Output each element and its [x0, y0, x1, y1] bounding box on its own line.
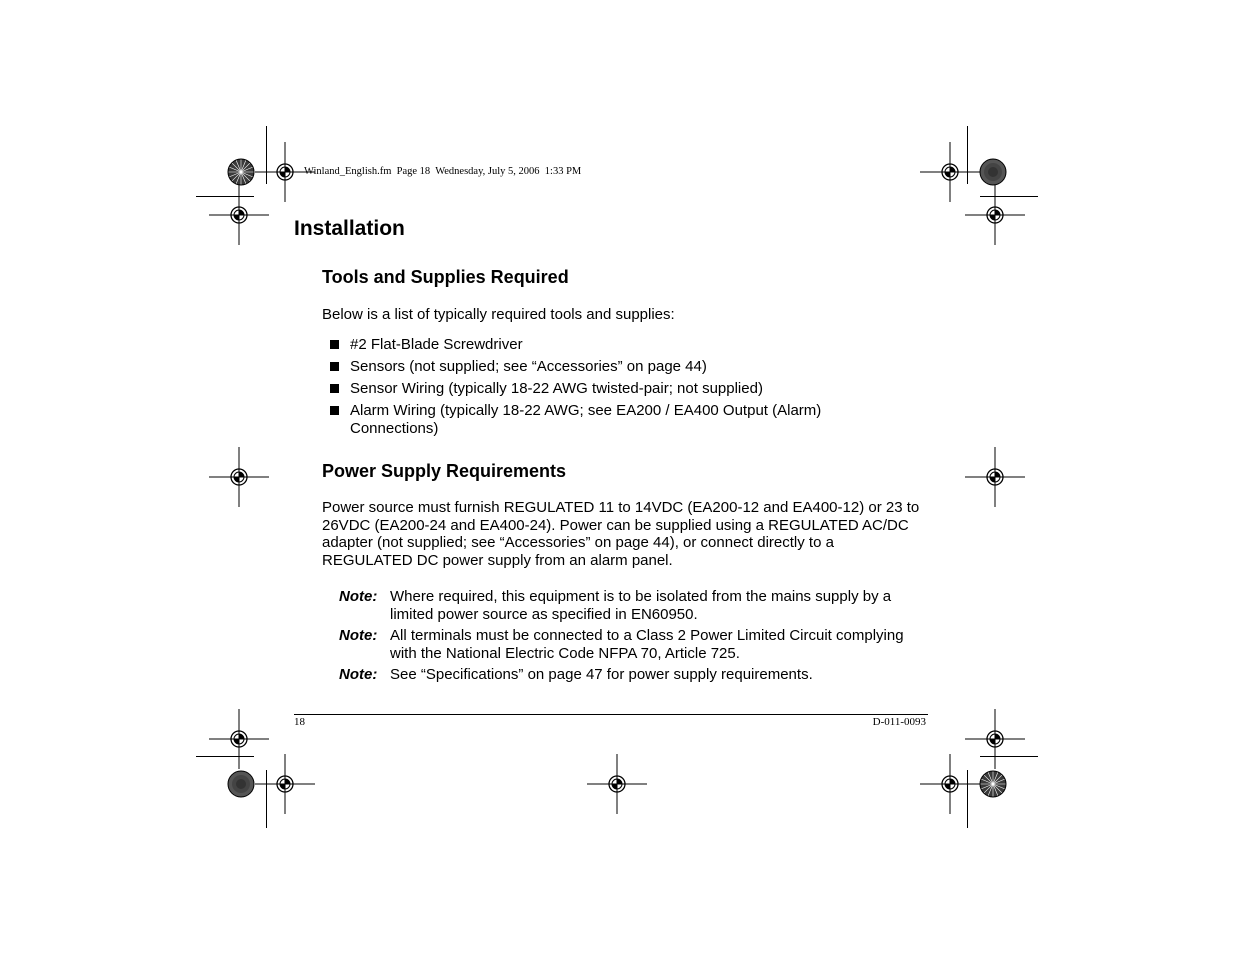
note-2	[339, 627, 939, 663]
list-item: Sensors (not supplied; see “Accessories” on page 44)	[328, 358, 868, 376]
document-id: D-011-0093	[872, 716, 926, 728]
list-item: #2 Flat-Blade Screwdriver	[328, 336, 868, 354]
bullet-square-icon	[330, 384, 339, 393]
note-text: Where required, this equipment is to be isolated from the mains supply by a limited power source as specified in EN60950.	[390, 588, 892, 623]
power-paragraph: Power source must furnish REGULATED 11 to 14VDC (EA200-12 and EA400-12) or 23 to 26VDC (EA200-24 and EA400-24). Power can be supplied using a REGULATED AC/DC adapter (not supplied; see “Accessories” on page 44), or connect directly to a REGULATED DC power supply from an alarm panel.	[322, 499, 920, 569]
page-number: 18	[294, 716, 305, 728]
note-1	[339, 588, 939, 624]
bullet-square-icon	[330, 362, 339, 371]
note-label: Note:	[339, 627, 378, 644]
bullet-square-icon	[330, 406, 339, 415]
list-item: Sensor Wiring (typically 18-22 AWG twisted-pair; not supplied)	[328, 380, 868, 398]
note-3	[339, 666, 939, 684]
note-label: Note:	[339, 666, 378, 683]
section-title-tools: Tools and Supplies Required	[322, 267, 569, 287]
note-text: See “Specifications” on page 47 for power supply requirements.	[390, 666, 813, 683]
note-text: All terminals must be connected to a Class 2 Power Limited Circuit complying with the National Electric Code NFPA 70, Article 725.	[390, 627, 904, 662]
tools-list	[328, 336, 868, 442]
note-label: Note:	[339, 588, 378, 605]
frame-header: Winland_English.fm Page 18 Wednesday, July 5, 2006 1:33 PM	[304, 166, 582, 177]
list-item: Alarm Wiring (typically 18-22 AWG; see EA200 / EA400 Output (Alarm) Connections)	[328, 402, 850, 437]
section-title-power: Power Supply Requirements	[322, 461, 567, 481]
page-title: Installation	[294, 217, 405, 240]
footer-rule	[294, 714, 928, 715]
tools-intro: Below is a list of typically required tools and supplies:	[322, 306, 675, 323]
bullet-square-icon	[330, 340, 339, 349]
